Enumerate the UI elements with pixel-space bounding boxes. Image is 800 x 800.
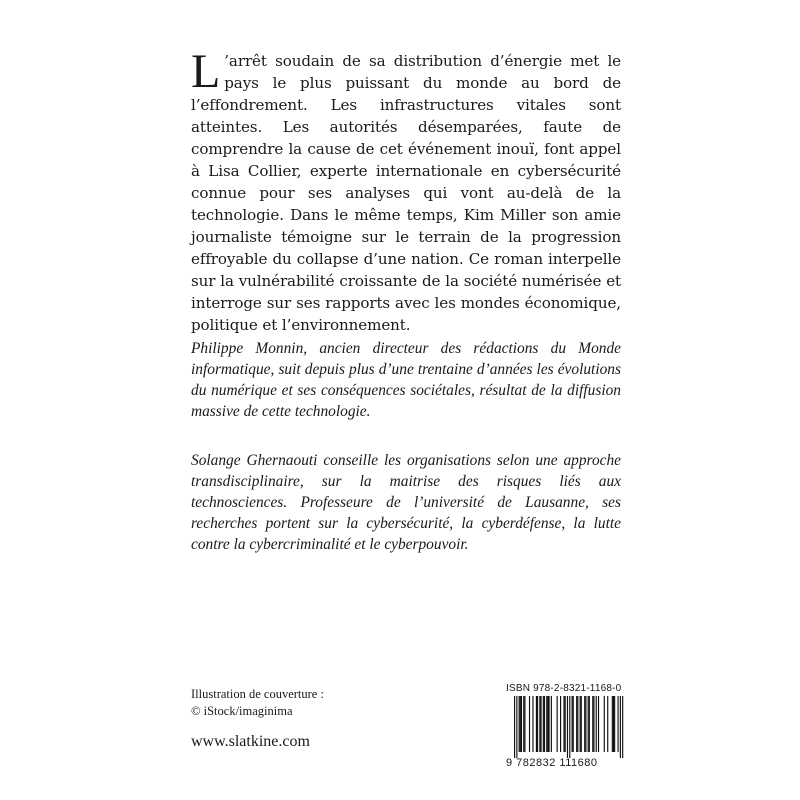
barcode-bar xyxy=(543,696,544,752)
isbn-block xyxy=(506,683,624,773)
barcode-bar xyxy=(572,696,573,752)
isbn-label: ISBN 978-2-8321-1168-0 xyxy=(506,683,622,694)
barcode-bar xyxy=(573,696,574,752)
barcode-bar xyxy=(589,696,590,752)
barcode-bar xyxy=(524,696,525,752)
barcode-bar xyxy=(622,696,623,758)
barcode-bar xyxy=(613,696,614,752)
barcode-digits: 9 782832 111680 xyxy=(506,757,598,769)
drop-cap: L xyxy=(191,45,221,98)
barcode-bar xyxy=(563,696,564,752)
barcode-bar xyxy=(521,696,522,752)
barcode-bar xyxy=(612,696,613,752)
barcode-bar xyxy=(537,696,538,752)
barcode-bar xyxy=(585,696,586,752)
barcode-bar xyxy=(546,696,547,752)
barcode-bar xyxy=(618,696,619,752)
barcode-bar xyxy=(567,696,568,758)
barcode-bar xyxy=(592,696,593,752)
credit-line-1: Illustration de couverture : xyxy=(191,687,324,701)
credit-line-2: © iStock/imaginima xyxy=(191,704,293,718)
barcode-bar xyxy=(584,696,585,752)
barcode-bar xyxy=(569,696,570,758)
barcode-bar xyxy=(520,696,521,752)
barcode-bar xyxy=(598,696,599,752)
barcode-bar xyxy=(593,696,594,752)
barcode-bar xyxy=(581,696,582,752)
author-bio-ghernaouti: Solange Ghernaouti conseille les organisations selon une approche transdisciplinaire, sur la maitrise des risques liés aux technosciences. Professeure de l’université de Lausanne, ses recherches portent sur la cybersécurité, la cyberdéfense, la lutte contre la cybercriminalité et le cyberpouvoir. xyxy=(191,452,621,553)
synopsis-paragraph xyxy=(191,45,621,336)
barcode-bar xyxy=(532,696,533,752)
barcode-bar xyxy=(547,696,548,752)
author-bio-monnin: Philippe Monnin, ancien directeur des rédactions du Monde informatique, suit depuis plus d’une trentaine d’années les évolutions du numérique et ses conséquences sociétales, résultat de la diffusion massive de cette technologie. xyxy=(191,340,621,420)
barcode-bar xyxy=(551,696,552,752)
barcode-bar xyxy=(516,696,517,758)
barcode-bar xyxy=(580,696,581,752)
barcode-bar xyxy=(519,696,520,752)
barcode-bar xyxy=(557,696,558,752)
cover-illustration-credit xyxy=(191,686,324,720)
barcode-bar xyxy=(576,696,577,752)
barcode-bar xyxy=(549,696,550,752)
barcode-bar xyxy=(514,696,515,758)
barcode-bar xyxy=(544,696,545,752)
barcode-bar xyxy=(523,696,524,752)
publisher-website: www.slatkine.com xyxy=(191,733,310,750)
barcode-bar xyxy=(596,696,597,752)
barcode-bar xyxy=(577,696,578,752)
barcode-bar xyxy=(614,696,615,752)
barcode-bar xyxy=(529,696,530,752)
barcode-bar xyxy=(620,696,621,758)
barcode-bar xyxy=(604,696,605,752)
barcode-bar xyxy=(607,696,608,752)
barcode-bar xyxy=(560,696,561,752)
barcode-bar xyxy=(540,696,541,752)
barcode-icon xyxy=(506,696,624,758)
barcode-bar xyxy=(539,696,540,752)
barcode-bar xyxy=(536,696,537,752)
barcode-bar xyxy=(588,696,589,752)
barcode-bar xyxy=(565,696,566,752)
synopsis-text: ’arrêt soudain de sa distribution d’énergie met le pays le plus puissant du monde au bord de l’effondrement. Les infrastructures vitales sont atteintes. Les autorités désemparées, faute de comprendre la cause de cet événement inouï, font appel à Lisa Collier, experte internationale en cybersécurité connue pour ses analyses qui vont au-delà de la technologie. Dans le même temps, Kim Miller son amie journaliste témoigne sur le terrain de la progression effroyable du collapse d’une nation. Ce roman interpelle sur la vulnérabilité croissante de la société numérisée et interroge sur ses rapports avec les mondes économique, politique et l’environnement. xyxy=(191,52,621,334)
